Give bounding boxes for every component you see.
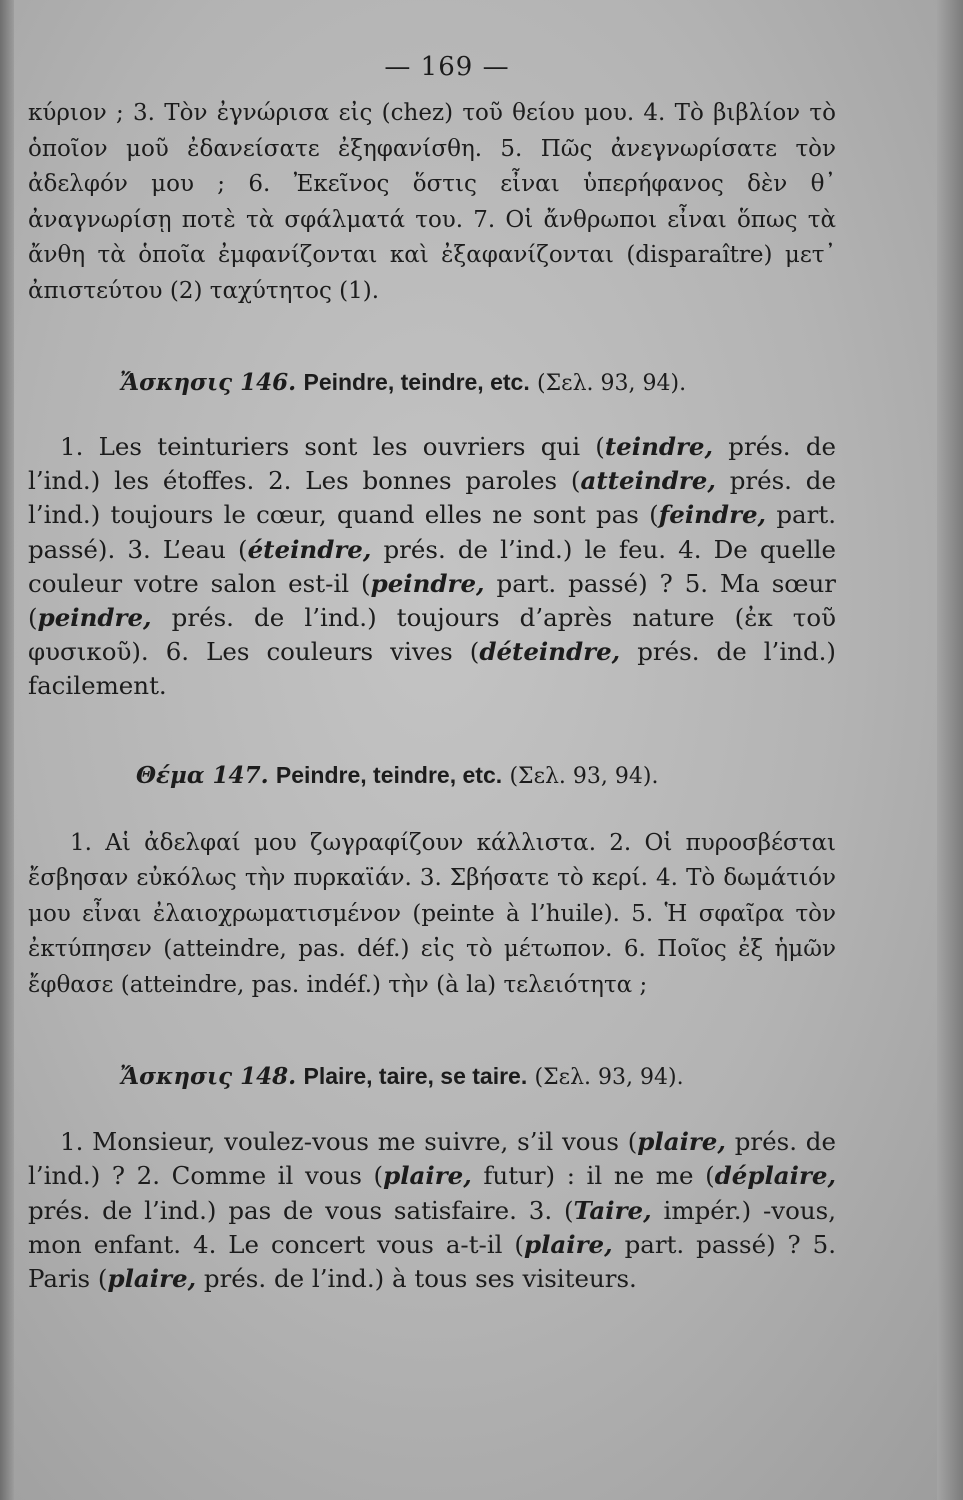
verb: peindre, [370, 568, 485, 598]
exercise-148-heading [28, 1061, 836, 1093]
page-number: — 169 — [384, 52, 510, 82]
theme-147-text: 1. Αἱ ἀδελφαί μου ζωγραφίζουν κάλλιστα. 2. Οἱ πυροσβέσται ἔσβησαν εὐκόλως τὴν πυρκαϊάν. 3. Σβήσατε τὸ κερί. 4. Τὸ δωμάτιόν μου εἶναι ἐλαιοχρωματισμένον (peinte à l’huile). 5. Ἡ σφαῖρα τὸν ἐκτύπησεν (atteindre, pas. déf.) εἰς τὸ μέτωπον. 6. Ποῖος ἐξ ἡμῶν ἔφθασε (atteindre, pas. indéf.) τὴν (à la) τελειότητα ; [28, 829, 836, 998]
theme-147-heading [28, 760, 836, 792]
verb: plaire, [383, 1161, 472, 1191]
verb: atteindre, [580, 466, 716, 496]
verb: éteindre, [247, 534, 372, 564]
verb: déteindre, [479, 637, 621, 667]
exercise-148-title: Plaire, taire, se taire. [303, 1063, 528, 1090]
page-edge-left [0, 0, 14, 1500]
verb: peindre, [37, 603, 152, 633]
verb: plaire, [107, 1263, 197, 1293]
exercise-148-label: Ἄσκησις 148. [120, 1063, 297, 1091]
exercise-146-ref: (Σελ. 93, 94). [537, 371, 687, 396]
theme-147-title: Peindre, teindre, etc. [275, 761, 503, 788]
theme-147-label: Θέμα 147. [136, 761, 269, 789]
theme-147-ref: (Σελ. 93, 94). [509, 763, 659, 789]
exercise-146-text: 1. Les teinturiers sont les ouvriers qui (teindre, prés. de l’ind.) les étoffes. 2. Les bonnes paroles (atteindre, prés. de l’ind.) toujours le cœur, quand elles ne sont pas (feindre, part. passé). 3. L’eau (éteindre, prés. de l’ind.) le feu. 4. De quelle couleur votre salon est-il (peindre, part. passé) ? 5. Ma sœur (peindre, prés. de l’ind.) toujours d’après nature (ἐκ τοῦ φυσικοῦ). 6. Les couleurs vives (déteindre, prés. de l’ind.) facilement. [28, 432, 837, 701]
verb: déplaire, [714, 1161, 837, 1191]
exercise-146-heading [28, 367, 836, 399]
exercise-148-ref: (Σελ. 93, 94). [534, 1065, 684, 1091]
top-paragraph: κύριον ; 3. Τὸν ἐγνώρισα εἰς (chez) τοῦ θείου μου. 4. Τὸ βιβλίον τὸ ὁποῖον μοῦ ἐδανείσατε ἐξηφανίσθη. 5. Πῶς ἀνεγνωρίσατε τὸν ἀδελφόν μου ; 6. Ἐκεῖνος ὅστις εἶναι ὑπερήφανος δὲν θ᾽ ἀναγνωρίσῃ ποτὲ τὰ σφάλματά του. 7. Οἱ ἄνθρωποι εἶναι ὅπως τὰ ἄνθη τὰ ὁποῖα ἐμφανίζονται καὶ ἐξαφανίζονται (disparaître) μετ᾽ ἀπιστεύτου (2) ταχύτητος (1). [28, 100, 836, 304]
verb: feindre, [658, 500, 767, 530]
exercise-146-label: Ἄσκησις 146. [120, 369, 297, 396]
exercise-146-title: Peindre, teindre, etc. [303, 369, 530, 395]
exercise-148-text: 1. Monsieur, voulez-vous me suivre, s’il vous (plaire, prés. de l’ind.) ? 2. Comme il vous (plaire, futur) : il ne me (déplaire, prés. de l’ind.) pas de vous satisfaire. 3. (Taire, impér.) -vous, mon enfant. 4. Le concert vous a-t-il (plaire, part. passé) ? 5. Paris (plaire, prés. de l’ind.) à tous ses visiteurs. [28, 1127, 837, 1293]
verb: teindre, [604, 432, 714, 461]
page-content [28, 52, 836, 1296]
verb: Taire, [573, 1195, 652, 1225]
verb: plaire, [637, 1127, 726, 1157]
page-edge-right [937, 0, 963, 1500]
verb: plaire, [523, 1229, 613, 1259]
